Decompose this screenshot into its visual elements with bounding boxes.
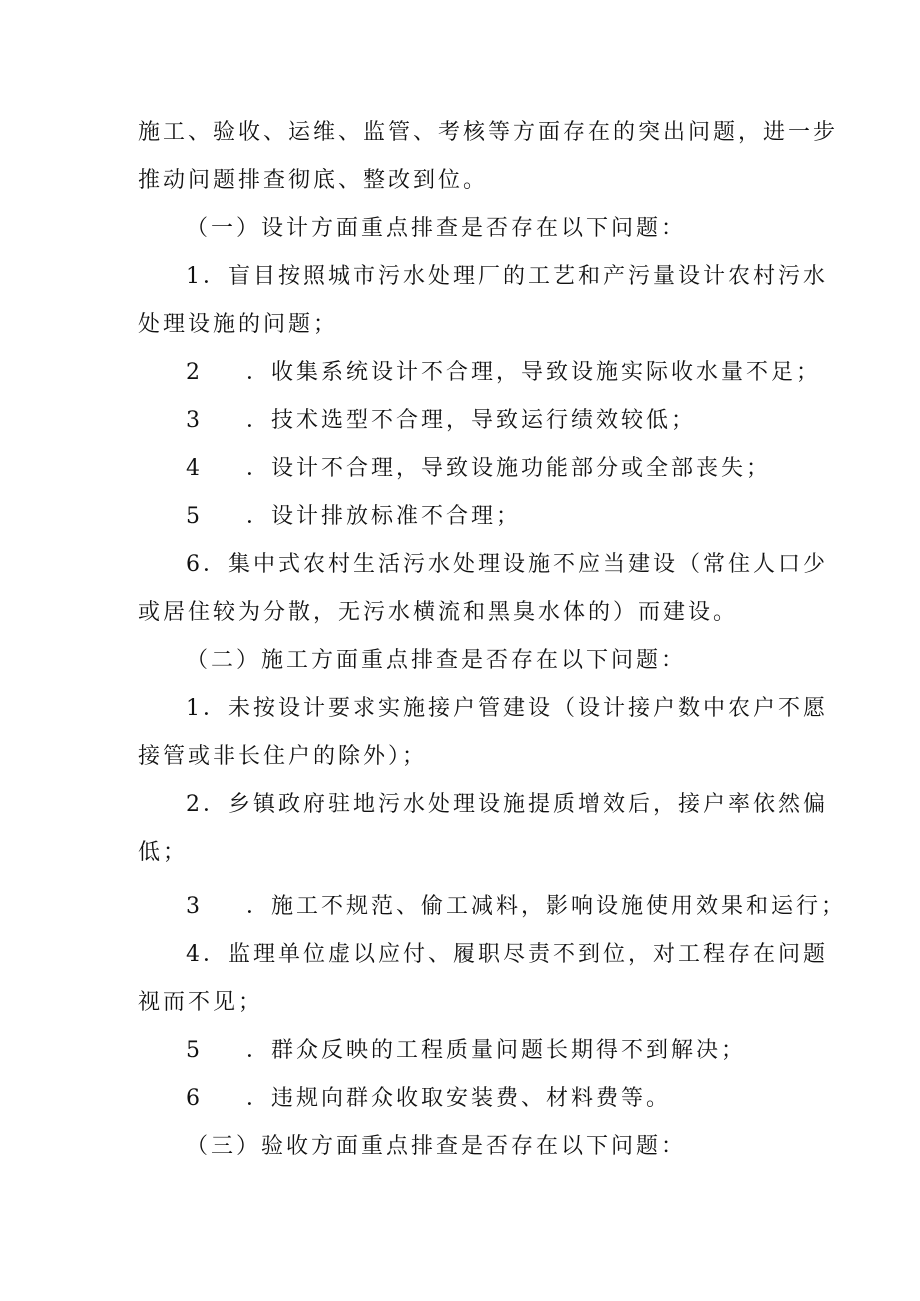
list-item: 1．未按设计要求实施接户管建设（设计接户数中农户不愿 (186, 696, 828, 721)
list-item-number: 2 (186, 360, 200, 385)
list-item-continuation: 视而不见； (138, 990, 264, 1015)
list-item-number: 3 (186, 894, 200, 919)
list-item-continuation: 处理设施的问题； (138, 312, 339, 337)
list-item-number: 5 (186, 504, 200, 529)
list-item-number: 3 (186, 408, 200, 433)
list-item: 6．集中式农村生活污水处理设施不应当建设（常住人口少 (186, 552, 828, 577)
list-item: 2．乡镇政府驻地污水处理设施提质增效后，接户率依然偏 (186, 792, 828, 817)
list-item: ．收集系统设计不合理，导致设施实际收水量不足； (246, 360, 822, 385)
paragraph-line: 推动问题排查彻底、整改到位。 (138, 168, 489, 193)
list-item-number: 6 (186, 1086, 200, 1111)
list-item: ．违规向群众收取安装费、材料费等。 (246, 1086, 672, 1111)
list-item-continuation: 或居住较为分散，无污水横流和黑臭水体的）而建设。 (138, 600, 739, 625)
list-item-continuation: 接管或非长住户的除外）； (138, 744, 428, 769)
list-item: ．群众反映的工程质量问题长期得不到解决； (246, 1038, 747, 1063)
list-item: 1．盲目按照城市污水处理厂的工艺和产污量设计农村污水 (186, 264, 828, 289)
paragraph-line: 施工、验收、运维、监管、考核等方面存在的突出问题，进一步 (138, 120, 839, 145)
list-item: ．施工不规范、偷工减料，影响设施使用效果和运行； (246, 894, 847, 919)
list-item: ．技术选型不合理，导致运行绩效较低； (246, 408, 697, 433)
section-heading-construction: （二）施工方面重点排查是否存在以下问题： (186, 648, 687, 673)
section-heading-acceptance: （三）验收方面重点排查是否存在以下问题： (186, 1134, 687, 1159)
list-item: ．设计排放标准不合理； (246, 504, 522, 529)
list-item-number: 5 (186, 1038, 200, 1063)
section-heading-design: （一）设计方面重点排查是否存在以下问题： (186, 216, 687, 241)
list-item-number: 4 (186, 456, 200, 481)
list-item: 4．监理单位虚以应付、履职尽责不到位，对工程存在问题 (186, 942, 828, 967)
list-item: ．设计不合理，导致设施功能部分或全部丧失； (246, 456, 772, 481)
list-item-continuation: 低； (138, 840, 189, 865)
